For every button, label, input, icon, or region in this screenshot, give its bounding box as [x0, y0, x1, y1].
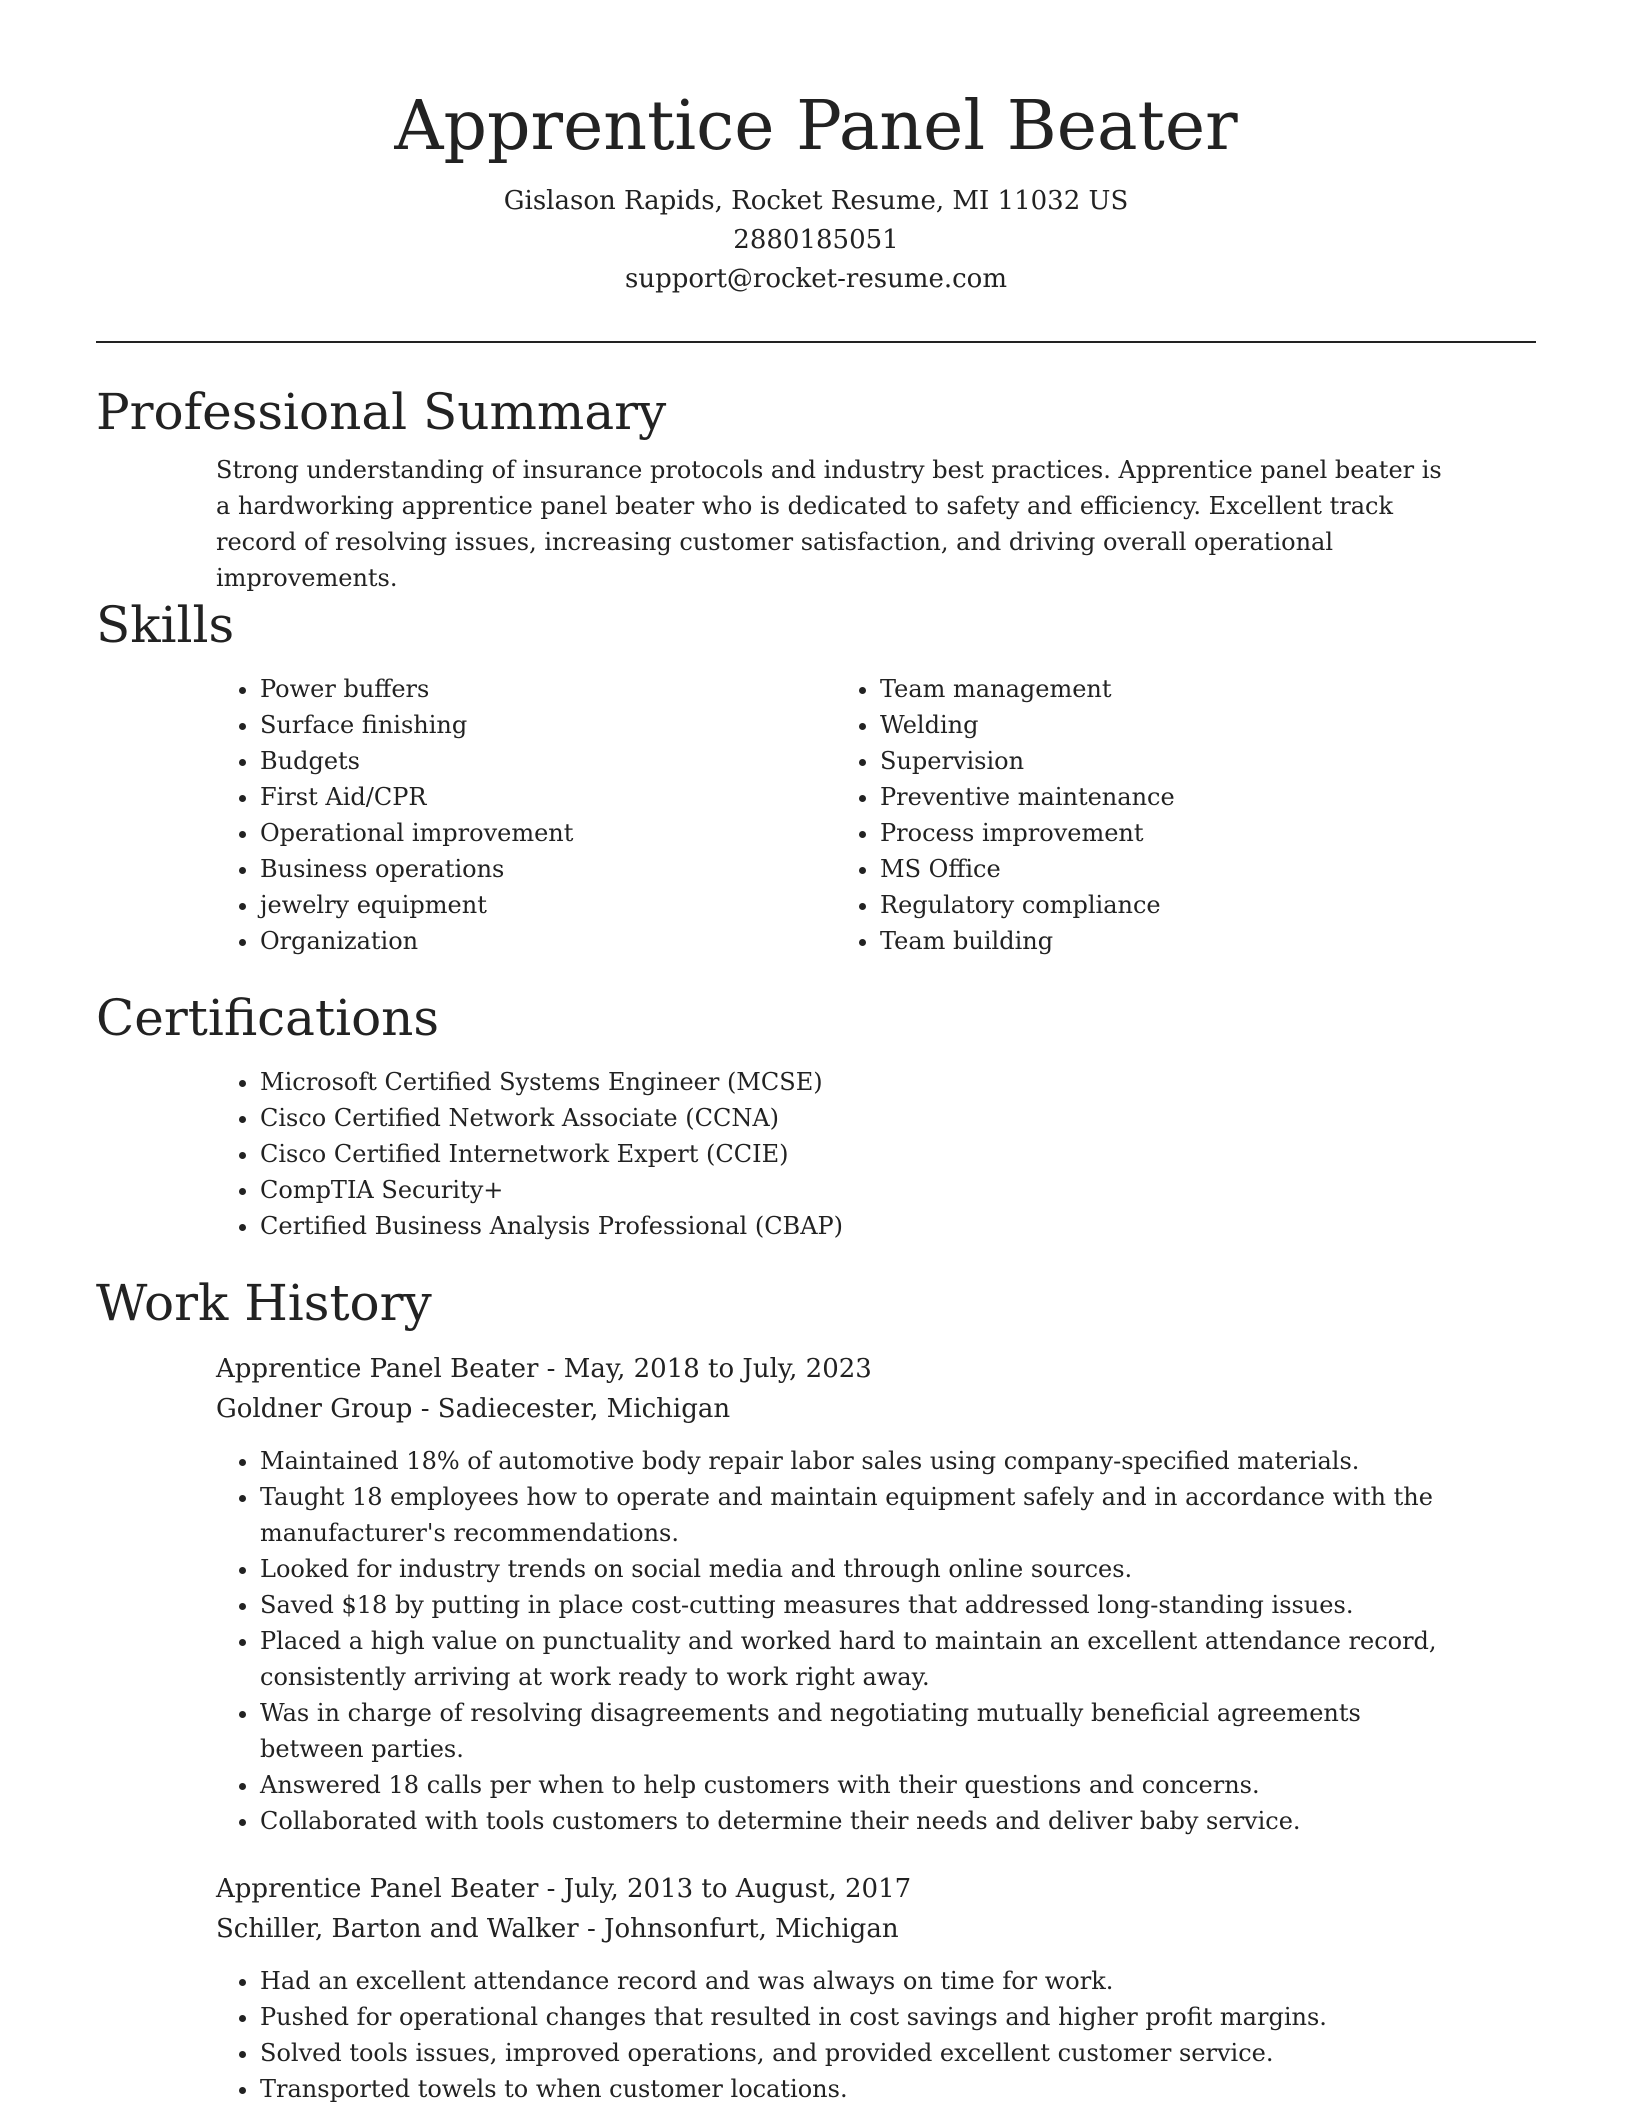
- work-history-heading: Work History: [96, 1274, 432, 1332]
- job-entry: [216, 1349, 1456, 1839]
- list-item: • Was in charge of resolving disagreements and negotiating mutually beneficial agreements between parties.: [260, 1695, 1456, 1767]
- skills-column-left: [216, 671, 836, 959]
- list-item: • Transported towels to when customer locations.: [260, 2071, 1456, 2107]
- skills-list-left: [216, 671, 836, 959]
- summary-heading: Professional Summary: [96, 383, 667, 441]
- list-item: • Microsoft Certified Systems Engineer (MCSE): [260, 1064, 1456, 1100]
- list-item: • Team building: [880, 923, 1456, 959]
- list-item: • Supervision: [880, 743, 1456, 779]
- list-item: • Had an excellent attendance record and was always on time for work.: [260, 1963, 1456, 1999]
- job-title-line: [216, 1869, 1456, 1909]
- list-item: • Looked for industry trends on social media and through online sources.: [260, 1551, 1456, 1587]
- list-item: • First Aid/CPR: [260, 779, 836, 815]
- contact-block: [0, 182, 1632, 299]
- summary-body: [216, 452, 1456, 596]
- work-history-section: [96, 1271, 1536, 2107]
- list-item: • Cisco Certified Internetwork Expert (CCIE): [260, 1136, 1456, 1172]
- job-company: Schiller, Barton and Walker: [216, 1914, 579, 1944]
- list-item: • Welding: [880, 707, 1456, 743]
- list-item: • Placed a high value on punctuality and worked hard to maintain an excellent attendance record, consistently arriving at work ready to work right away.: [260, 1623, 1456, 1695]
- certifications-section: [96, 986, 1536, 1244]
- skills-columns: [216, 671, 1456, 959]
- list-item: • jewelry equipment: [260, 887, 836, 923]
- resume-header: [0, 0, 1632, 299]
- certifications-body: [216, 1064, 1456, 1244]
- list-item: • Process improvement: [880, 815, 1456, 851]
- skills-column-right: [836, 671, 1456, 959]
- job-company-line: [216, 1389, 1456, 1429]
- list-item: • Solved tools issues, improved operations, and provided excellent customer service.: [260, 2035, 1456, 2071]
- summary-text: Strong understanding of insurance protocols and industry best practices. Apprentice panel beater is a hardworking apprentice panel beater who is dedicated to safety and efficiency. Excellent track record of resolving issues, increasing customer satisfaction, and driving overall operational improvements.: [216, 456, 1442, 592]
- list-item: • Business operations: [260, 851, 836, 887]
- job-entry: [216, 1869, 1456, 2107]
- list-item: • Cisco Certified Network Associate (CCNA): [260, 1100, 1456, 1136]
- contact-address: Gislason Rapids, Rocket Resume, MI 11032 US: [503, 186, 1129, 216]
- job-bullets: [216, 1443, 1456, 1839]
- list-item: • Organization: [260, 923, 836, 959]
- summary-section: [96, 380, 1536, 596]
- candidate-name: Apprentice Panel Beater: [394, 87, 1238, 166]
- list-item: • MS Office: [880, 851, 1456, 887]
- list-item: • Certified Business Analysis Professional (CBAP): [260, 1208, 1456, 1244]
- job-role: Apprentice Panel Beater: [216, 1874, 539, 1904]
- job-company: Goldner Group: [216, 1394, 413, 1424]
- job-location: - Johnsonfurt, Michigan: [578, 1914, 899, 1944]
- list-item: • Maintained 18% of automotive body repair labor sales using company-specified materials.: [260, 1443, 1456, 1479]
- list-item: • Power buffers: [260, 671, 836, 707]
- job-title-line: [216, 1349, 1456, 1389]
- skills-list-right: [836, 671, 1456, 959]
- list-item: • Answered 18 calls per when to help customers with their questions and concerns.: [260, 1767, 1456, 1803]
- job-location: - Sadiecester, Michigan: [412, 1394, 731, 1424]
- list-item: • Team management: [880, 671, 1456, 707]
- list-item: • Regulatory compliance: [880, 887, 1456, 923]
- job-role: Apprentice Panel Beater: [216, 1354, 539, 1384]
- contact-phone: 2880185051: [733, 225, 899, 255]
- certifications-list: [216, 1064, 1456, 1244]
- list-item: • Preventive maintenance: [880, 779, 1456, 815]
- job-dates: - May, 2018 to July, 2023: [538, 1354, 872, 1384]
- list-item: • Budgets: [260, 743, 836, 779]
- certifications-heading: Certifications: [96, 989, 440, 1047]
- list-item: • CompTIA Security+: [260, 1172, 1456, 1208]
- job-bullets: [216, 1963, 1456, 2107]
- header-divider: [96, 341, 1536, 343]
- list-item: • Operational improvement: [260, 815, 836, 851]
- contact-email: support@rocket-resume.com: [624, 264, 1007, 294]
- job-dates: - July, 2013 to August, 2017: [538, 1874, 912, 1904]
- job-company-line: [216, 1909, 1456, 1949]
- list-item: • Saved $18 by putting in place cost-cutting measures that addressed long-standing issues.: [260, 1587, 1456, 1623]
- list-item: • Surface finishing: [260, 707, 836, 743]
- list-item: • Collaborated with tools customers to determine their needs and deliver baby service.: [260, 1803, 1456, 1839]
- skills-heading: Skills: [96, 596, 235, 654]
- work-history-body: [216, 1349, 1456, 2107]
- skills-section: [96, 593, 1536, 959]
- list-item: • Pushed for operational changes that resulted in cost savings and higher profit margins.: [260, 1999, 1456, 2035]
- list-item: • Taught 18 employees how to operate and maintain equipment safely and in accordance with the manufacturer's recommendations.: [260, 1479, 1456, 1551]
